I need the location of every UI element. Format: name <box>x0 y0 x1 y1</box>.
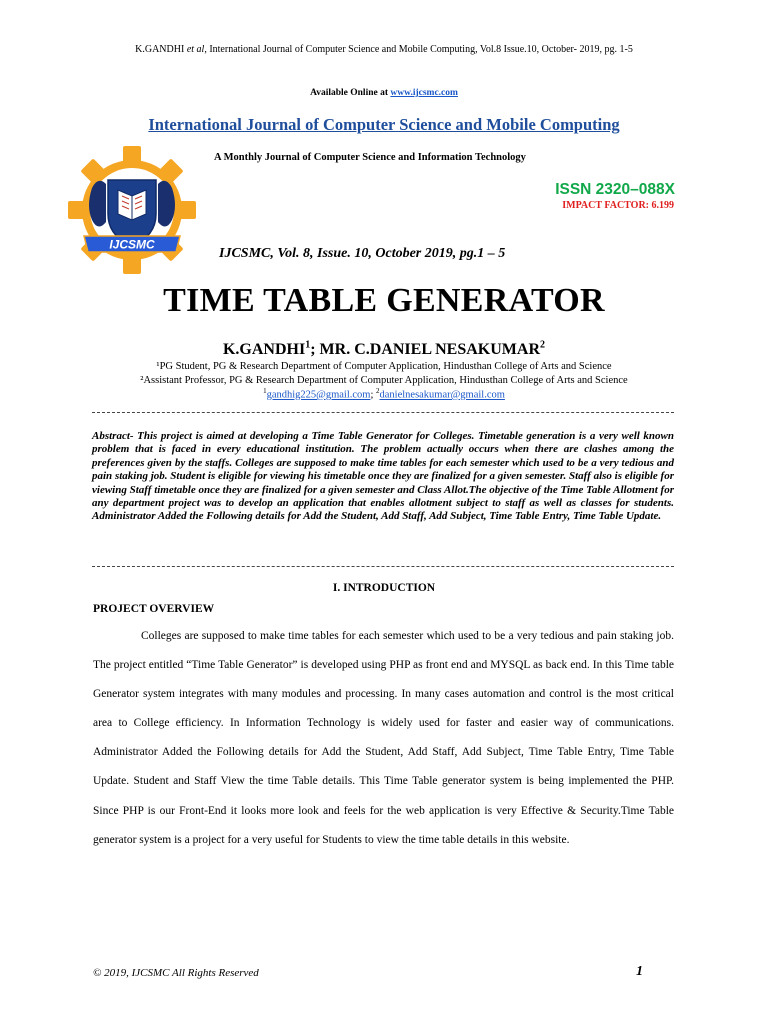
section-heading: I. INTRODUCTION <box>332 582 436 594</box>
paper-title: TIME TABLE GENERATOR <box>163 282 605 319</box>
body-paragraph: Colleges are supposed to make time tables for each semester which used to be a very tedious and pain staking job. The project entitled “Time Table Generator” is developed using PHP as front end and MYSQL as back end. In this Time table Generator system integrates with many modules and processing. In many cases automation and control is the most critical area to College efficiency. In Information Technology is widely used for faster and easier way of communications. Administrator Added the Following details for Add the Student, Add Staff, Add Subject, Time Table Entry, Time Table Update. Student and Staff View the time Table details. This Time Table generator system is being implemented the PHP. Since PHP is our Front-End it looks more look and feels for the web application is very Effective & Security.Time Table generator system is a project for a very useful for Students to view the time table details in this website. <box>93 630 674 846</box>
volume-line: IJCSMC, Vol. 8, Issue. 10, October 2019, pg.1 – 5 <box>219 246 506 261</box>
journal-logo <box>64 146 200 274</box>
available-label: Available Online at <box>310 88 391 98</box>
email-2-link[interactable]: danielnesakumar@gmail.com <box>379 389 505 401</box>
impact-factor: IMPACT FACTOR: 6.199 <box>562 200 674 211</box>
author-line <box>0 341 768 359</box>
issn: ISSN 2320–088X <box>555 181 675 198</box>
journal-subtitle: A Monthly Journal of Computer Science and Information Technology <box>214 152 526 163</box>
running-head <box>0 44 768 55</box>
footer-copyright: © 2019, IJCSMC All Rights Reserved <box>93 967 259 979</box>
gear-emblem-icon <box>64 146 200 274</box>
abstract: Abstract- This project is aimed at developing a Time Table Generator for Colleges. Timetable generation is a very well known problem that is faced in every educational institution. The problem actually occurs when there are clashes among the preferences given by the staffs. Colleges are supposed to make time tables for each semester which used to be a very tedious and pain staking job. Student is eligible for viewing his timetable once they are finalized for a given semester. Staff also is eligible for viewing Staff timetable once they are finalized for a given semester and Class Allot.The objective of the Time Table Allotment for any department project was to develop an application that enables allotment subject to staff as well as classes for students. Administrator Added the Following details for Add the Student, Add Staff, Add Subject, Time Table Entry, Time Table Update. <box>92 430 674 523</box>
author-2-sup: 2 <box>540 339 545 351</box>
email-separator: ; <box>370 389 376 401</box>
affiliation-2: ²Assistant Professor, PG & Research Department of Computer Application, Hindusthan College of Arts and Science <box>140 375 628 386</box>
author-separator: ; <box>310 341 320 358</box>
page-number: 1 <box>636 964 643 979</box>
email-2-sup: 2 <box>376 387 380 395</box>
author-1: K.GANDHI <box>222 341 306 358</box>
running-head-italic: et al <box>186 44 205 55</box>
author-emails <box>0 387 768 401</box>
affiliation-1: ¹PG Student, PG & Research Department of Computer Application, Hindusthan College of Arts and Science <box>156 361 612 372</box>
author-1-sup: 1 <box>305 339 311 351</box>
running-head-post: , International Journal of Computer Science and Mobile Computing, Vol.8 Issue.10, October- 2019, pg. 1-5 <box>204 44 633 55</box>
divider-bottom <box>92 566 674 567</box>
journal-title: International Journal of Computer Science and Mobile Computing <box>148 115 620 134</box>
author-2: MR. C.DANIEL NESAKUMAR <box>319 341 540 358</box>
logo-text: IJCSMC <box>109 237 155 252</box>
subsection-heading: PROJECT OVERVIEW <box>93 603 215 615</box>
journal-website-link[interactable]: www.ijcsmc.com <box>390 88 458 98</box>
available-online <box>0 88 768 98</box>
running-head-pre: K.GANDHI <box>135 44 187 55</box>
email-1-sup: 1 <box>263 387 267 395</box>
divider-top <box>92 412 674 413</box>
email-1-link[interactable]: gandhig225@gmail.com <box>266 389 371 401</box>
